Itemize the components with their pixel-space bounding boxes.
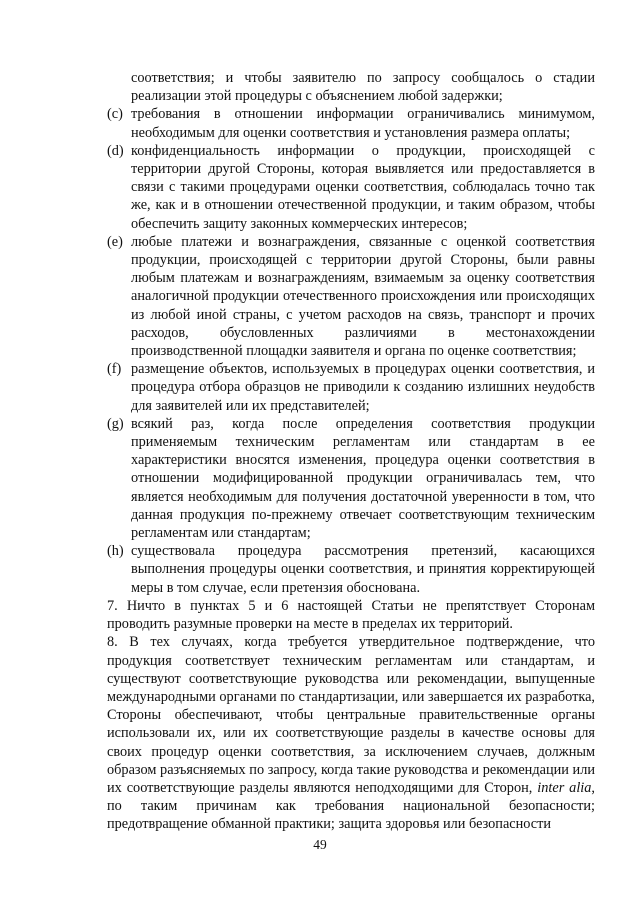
paragraph-text: В тех случаях, когда требуется утвердительное подтверждение, что продукция соответствует техническим регламентам или стандартам, и существуют соответствующие руководства или рекомендации, выпущенные международными органами по стандартизации, или завершается их разработка, Стороны обеспечивают, чтобы центральные правительственные органы использовали их, или их соответствующие разделы в качестве основы для своих процедур оценки соответствия, за исключением случаев, должным образом разъясняемых по запросу, когда такие руководства и рекомендации или их соответствующие разделы являются неподходящими для Сторон, [107, 634, 595, 796]
list-marker: (f) [107, 361, 122, 378]
list-item-g [107, 415, 595, 542]
list-item-text: требования в отношении информации ограничивались минимумом, необходимым для оценки соответствия и установления размера оплаты; [131, 106, 595, 141]
paragraph-number: 8. [107, 634, 118, 651]
page-number: 49 [313, 837, 327, 852]
page-body [107, 69, 595, 834]
list-item-text: любые платежи и вознаграждения, связанные с оценкой соответствия продукции, происходящей с территории другой Стороны, были равны любым платежам и вознаграждениям, взимаемым за оценку соответствия аналогичной продукции отечественного происхождения или происходящих из любой иной страны, с учетом расходов на связь, транспорт и прочих расходов, обусловленных различиями в местонахождении производственной площадки заявителя и органа по оценке соответствия; [131, 233, 595, 360]
list-marker: (e) [107, 233, 123, 250]
list-item-h [107, 542, 595, 597]
continuation-text: соответствия; и чтобы заявителю по запросу сообщалось о стадии реализации этой процедуры с объяснением любой задержки; [131, 70, 595, 105]
list-item-text: всякий раз, когда после определения соответствия продукции применяемым техническим регламентам или стандартам в ее характеристики вносятся изменения, процедура оценки соответствия в отношении модифицированной продукции ограничивалась тем, что является необходимым для получения достаточной уверенности в том, что данная продукция по-прежнему отвечает соответствующим техническим регламентам или стандартам; [131, 415, 595, 542]
list-marker: (g) [107, 415, 124, 432]
latin-phrase: inter alia [537, 779, 592, 796]
paragraph-8 [107, 633, 595, 833]
list-marker: (c) [107, 106, 123, 123]
paragraph-number: 7. [107, 597, 118, 614]
paragraph-text-continued: , по таким причинам как требования национальной безопасности; предотвращение обманной практики; защита здоровья или безопасности [107, 779, 595, 833]
list-item-f [107, 360, 595, 415]
list-item-e [107, 233, 595, 360]
list-item-text: конфиденциальность информации о продукции, происходящей с территории другой Стороны, которая выявляется или предоставляется в связи с такими процедурами оценки соответствия, соблюдалась точно так же, как и в отношении отечественной продукции, и таким образом, чтобы обеспечить защиту законных коммерческих интересов; [131, 142, 595, 232]
list-item-text: размещение объектов, используемых в процедурах оценки соответствия, и процедура отбора образцов не приводили к созданию излишних неудобств для заявителей или их представителей; [131, 361, 595, 414]
list-marker: (h) [107, 543, 124, 560]
list-marker: (d) [107, 142, 124, 159]
list-item-text: существовала процедура рассмотрения претензий, касающихся выполнения процедуры оценки соответствия, и принятия корректирующей меры в том случае, если претензия обоснована. [131, 543, 595, 596]
paragraph-7 [107, 597, 595, 633]
list-item-d [107, 142, 595, 233]
paragraph-text: Ничто в пунктах 5 и 6 настоящей Статьи не препятствует Сторонам проводить разумные проверки на месте в пределах их территорий. [107, 597, 596, 633]
list-item-c [107, 105, 595, 141]
